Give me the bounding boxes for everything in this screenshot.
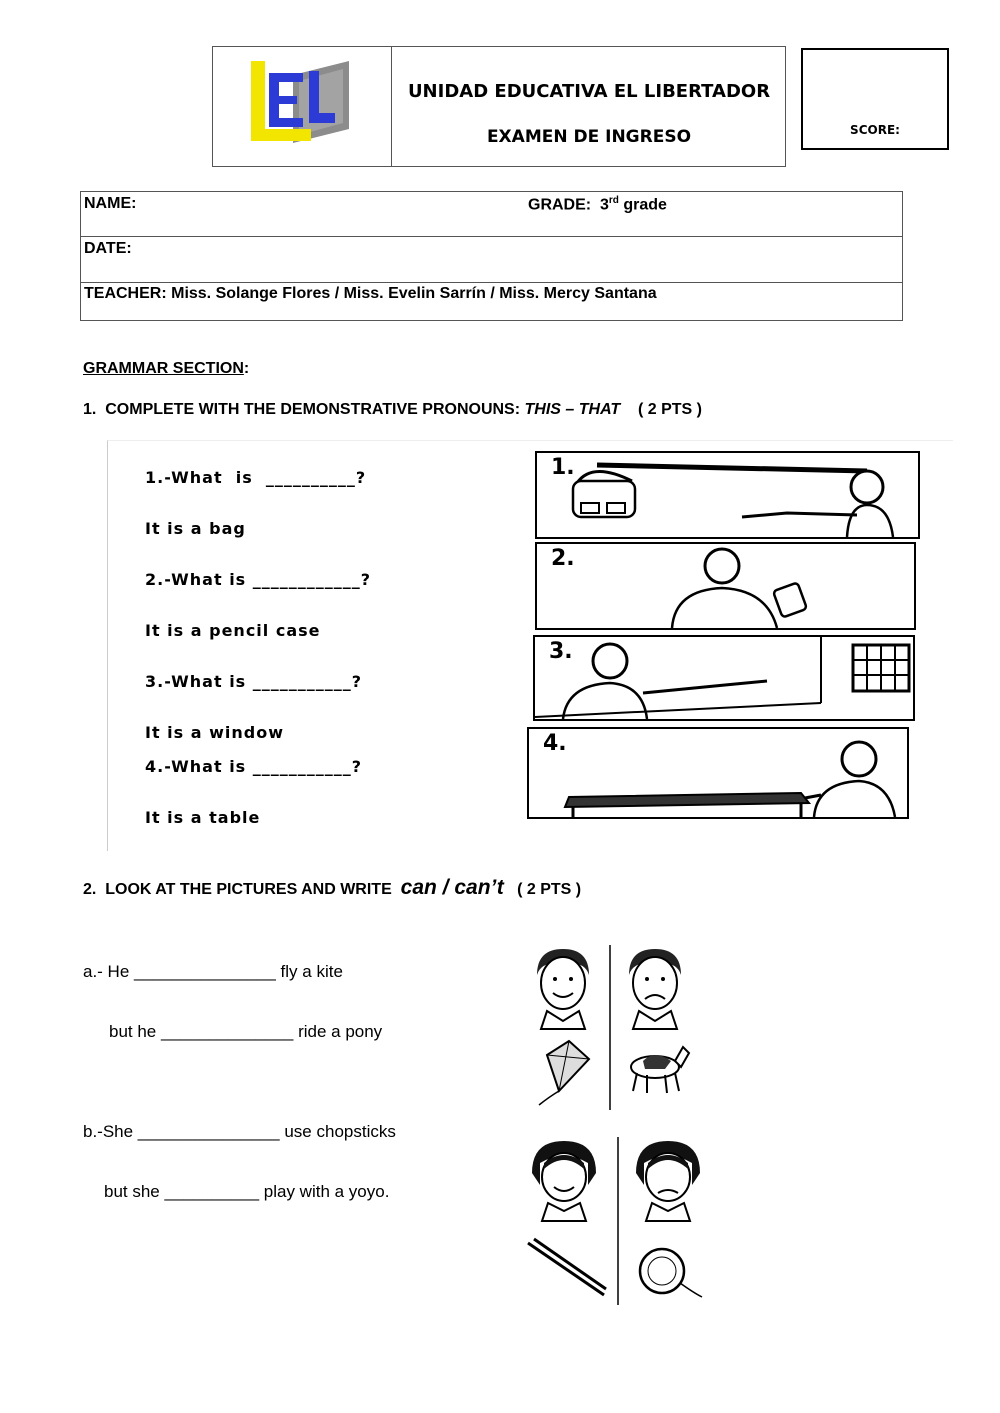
exam-name: EXAMEN DE INGRESO bbox=[486, 127, 692, 147]
exercise2-instruction-text: 2. LOOK AT THE PICTURES AND WRITE bbox=[83, 881, 392, 898]
question-3: 3.-What is ___________? bbox=[145, 672, 363, 691]
window-icon bbox=[853, 645, 909, 691]
answer-2: It is a pencil case bbox=[145, 621, 321, 640]
name-label: NAME: bbox=[84, 195, 137, 212]
answer-3: It is a window bbox=[145, 723, 284, 742]
picture-group-a bbox=[525, 945, 705, 1110]
happy-boy-icon bbox=[537, 949, 589, 1029]
question-1: 1.-What is __________? bbox=[145, 468, 367, 487]
panel-2 bbox=[535, 542, 916, 630]
answer-1: It is a bag bbox=[145, 519, 246, 538]
logo-letters: EL bbox=[283, 157, 285, 158]
score-label: SCORE: bbox=[850, 123, 900, 137]
kite-icon bbox=[539, 1041, 589, 1105]
grammar-section-heading bbox=[83, 360, 249, 378]
sentence-a-line1: a.- He _______________ fly a kite bbox=[83, 962, 343, 981]
panel-1-illustration bbox=[537, 453, 918, 537]
panel-4-number: 4. bbox=[543, 731, 567, 756]
bag-icon bbox=[573, 471, 635, 517]
sentence-a-line2: but he ______________ ride a pony bbox=[109, 1022, 383, 1041]
exercise2-instruction bbox=[83, 876, 581, 900]
sentence-b-line2: but she __________ play with a yoyo. bbox=[104, 1182, 390, 1201]
question-4: 4.-What is ___________? bbox=[145, 757, 363, 776]
exercise1-instruction bbox=[83, 401, 702, 419]
panel-2-illustration bbox=[537, 544, 914, 628]
grade-label: GRADE: bbox=[528, 196, 592, 214]
grammar-section-colon: : bbox=[243, 360, 250, 377]
panel-3-illustration bbox=[535, 637, 913, 719]
grade-number: 3 bbox=[600, 196, 609, 214]
question-2: 2.-What is ____________? bbox=[145, 570, 372, 589]
score-box bbox=[801, 48, 949, 150]
student-info-table bbox=[80, 191, 903, 321]
panel-3 bbox=[533, 635, 915, 721]
header-box bbox=[212, 46, 786, 167]
grade-suffix: rd bbox=[608, 195, 619, 206]
teacher-row bbox=[81, 283, 902, 321]
pony-icon bbox=[631, 1047, 689, 1093]
teacher-line: TEACHER: Miss. Solange Flores / Miss. Evelin Sarrín / Miss. Mercy Santana bbox=[84, 285, 657, 302]
logo-cell bbox=[213, 47, 392, 166]
date-row bbox=[81, 237, 902, 283]
happy-girl-icon bbox=[532, 1141, 596, 1221]
exercise2-options: can / can’t bbox=[400, 876, 504, 899]
exercise1-points: ( 2 PTS ) bbox=[637, 401, 702, 418]
chopsticks-icon bbox=[528, 1239, 606, 1295]
picture-group-b bbox=[522, 1137, 732, 1305]
panel-1 bbox=[535, 451, 920, 539]
grade-field bbox=[528, 195, 667, 214]
panel-4 bbox=[527, 727, 909, 819]
grammar-section-title: GRAMMAR SECTION bbox=[83, 360, 244, 377]
panel-3-number: 3. bbox=[549, 639, 573, 664]
panel-2-number: 2. bbox=[551, 546, 575, 571]
table-icon bbox=[565, 793, 809, 817]
answer-4: It is a table bbox=[145, 808, 261, 827]
panel-1-number: 1. bbox=[551, 455, 575, 480]
yoyo-icon bbox=[640, 1249, 702, 1297]
exercise2-points: ( 2 PTS ) bbox=[517, 881, 582, 898]
exercise1-options: THIS – THAT bbox=[524, 401, 621, 418]
pencil-case-icon bbox=[773, 582, 807, 617]
school-name: UNIDAD EDUCATIVA EL LIBERTADOR bbox=[407, 81, 771, 102]
sad-girl-icon bbox=[636, 1141, 700, 1221]
grade-word: grade bbox=[623, 196, 667, 214]
panel-4-illustration bbox=[529, 729, 907, 817]
exercise1-instruction-text: 1. COMPLETE WITH THE DEMONSTRATIVE PRONOUNS: bbox=[83, 401, 525, 418]
sad-boy-icon bbox=[629, 949, 681, 1029]
date-label: DATE: bbox=[84, 240, 132, 257]
child-pointing-icon bbox=[742, 471, 893, 537]
school-logo bbox=[213, 47, 391, 166]
sentence-b-line1: b.-She _______________ use chopsticks bbox=[83, 1122, 396, 1141]
name-row bbox=[81, 192, 902, 237]
